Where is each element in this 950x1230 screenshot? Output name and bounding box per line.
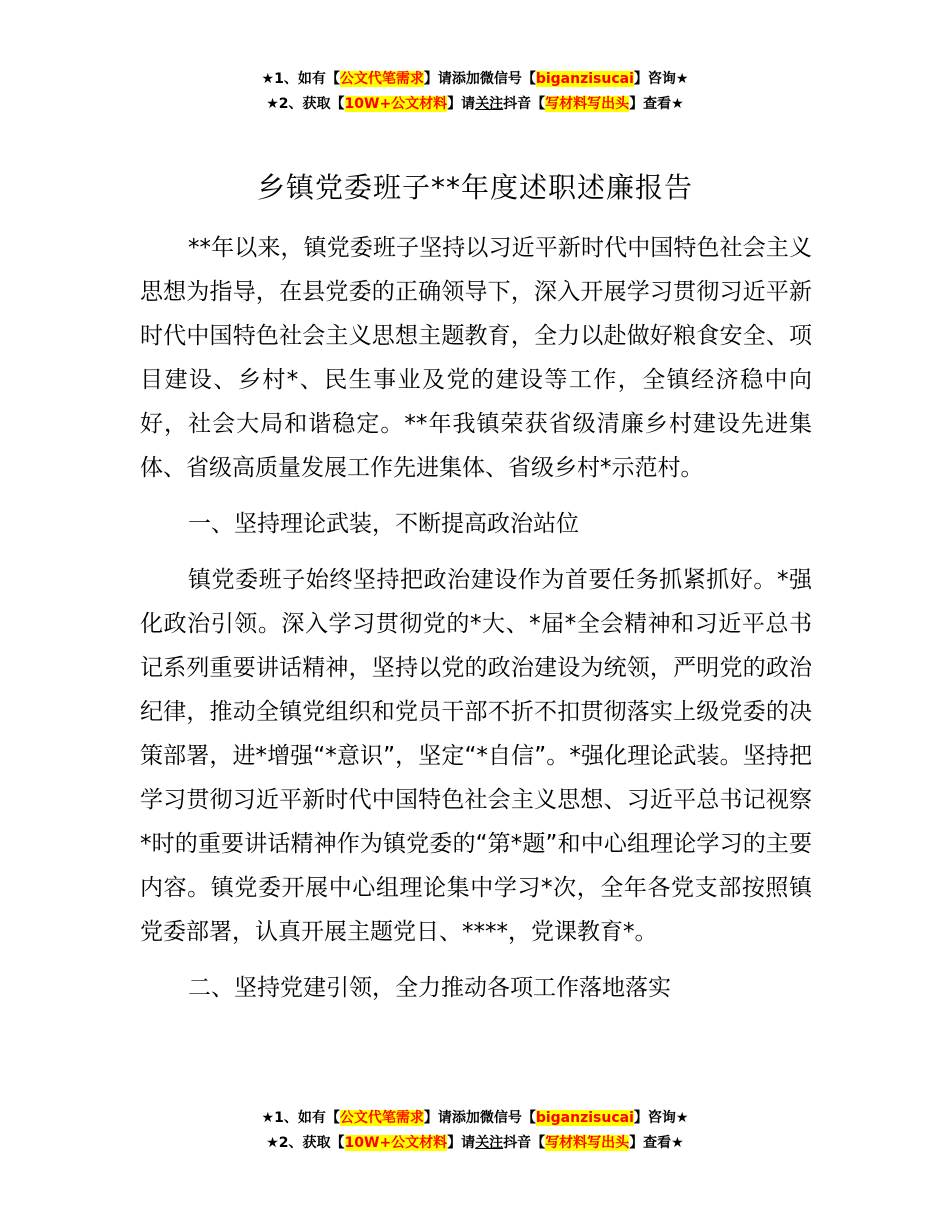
promo-text: 】请 — [447, 96, 476, 112]
wechat-id-highlight: biganzisucai — [535, 71, 634, 87]
paragraph-section-1: 镇党委班子始终坚持把政治建设作为首要任务抓紧抓好。*强化政治引领。深入学习贯彻党的*大、*届*全会精神和习近平总书记系列重要讲话精神，坚持以党的政治建设为统领，严明党的政治纪律，推动全镇党组织和党员干部不折不扣贯彻落实上级党委的决策部署，进*增强“*意识”，坚定“*自信”。*强化理论武装。坚持把学习贯彻习近平新时代中国特色社会主义思想、习近平总书记视察*时的重要讲话精神作为镇党委的“第*题”和中心组理论学习的主要内容。镇党委开展中心组理论集中学习*次，全年各党支部按照镇党委部署，认真开展主题党日、****，党课教育*。 — [140, 567, 812, 945]
promo-underlined: 关注 — [475, 1135, 504, 1151]
promo-text: 】咨询★ — [633, 1110, 689, 1126]
promo-highlight: 10W+公文材料 — [344, 1135, 448, 1151]
promo-text: ★2、获取【 — [266, 96, 345, 112]
promo-text: 】请添加微信号【 — [423, 71, 536, 87]
promo-banner-bottom — [0, 1106, 950, 1156]
promo-line-1 — [0, 67, 950, 92]
promo-text: 】请 — [447, 1135, 476, 1151]
douyin-account-highlight: 写材料写出头 — [545, 96, 630, 112]
section-heading-1: 一、坚持理论武装，不断提高政治站位 — [188, 511, 579, 537]
promo-text: 抖音【 — [503, 96, 546, 112]
promo-text: 】查看★ — [629, 1135, 684, 1151]
paragraph-intro: **年以来，镇党委班子坚持以习近平新时代中国特色社会主义思想为指导，在县党委的正确领导下，深入开展学习贯彻习近平新时代中国特色社会主义思想主题教育，全力以赴做好粮食安全、项目建设、乡村*、民生事业及党的建设等工作，全镇经济稳中向好，社会大局和谐稳定。**年我镇荣获省级清廉乡村建设先进集体、省级高质量发展工作先进集体、省级乡村*示范村。 — [140, 235, 812, 481]
promo-underlined: 关注 — [475, 96, 504, 112]
promo-line-2 — [0, 1131, 950, 1156]
document-body — [140, 226, 812, 1022]
wechat-id-highlight: biganzisucai — [535, 1110, 634, 1126]
promo-text: ★1、如有【 — [261, 71, 340, 87]
promo-highlight: 公文代笔需求 — [339, 71, 424, 87]
promo-text: 】请添加微信号【 — [423, 1110, 536, 1126]
promo-highlight: 公文代笔需求 — [339, 1110, 424, 1126]
section-heading-2: 二、坚持党建引领，全力推动各项工作落地落实 — [188, 975, 671, 1001]
promo-text: 】查看★ — [629, 96, 684, 112]
promo-text: 抖音【 — [503, 1135, 546, 1151]
promo-text: ★2、获取【 — [266, 1135, 345, 1151]
promo-highlight: 10W+公文材料 — [344, 96, 448, 112]
promo-line-2 — [0, 92, 950, 117]
promo-text: 】咨询★ — [633, 71, 689, 87]
promo-text: ★1、如有【 — [261, 1110, 340, 1126]
promo-banner-top — [0, 67, 950, 117]
document-title: 乡镇党委班子**年度述职述廉报告 — [256, 171, 693, 204]
promo-line-1 — [0, 1106, 950, 1131]
douyin-account-highlight: 写材料写出头 — [545, 1135, 630, 1151]
